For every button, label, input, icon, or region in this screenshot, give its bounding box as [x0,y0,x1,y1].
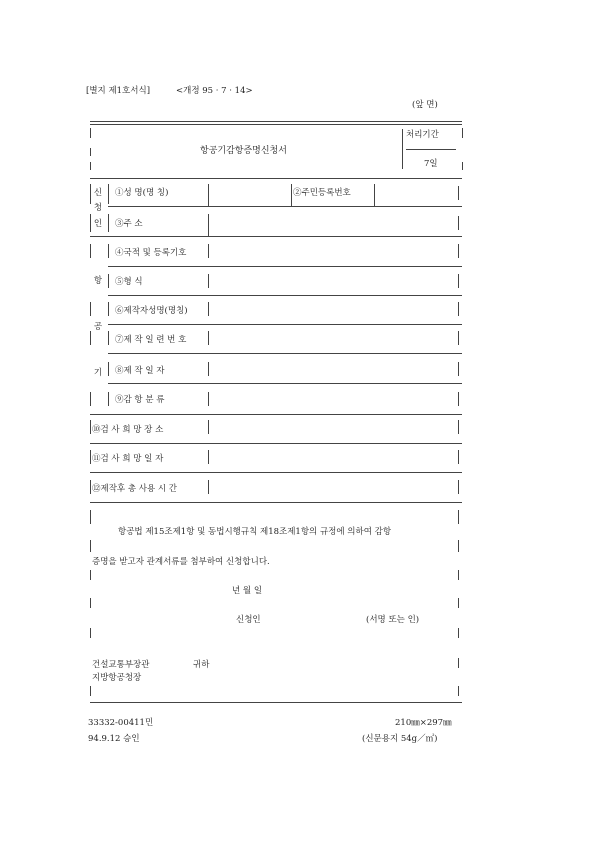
row-divider [108,266,462,267]
manufacture-date-field[interactable] [210,360,458,380]
processing-period-left-border [402,129,403,169]
row-divider [90,472,462,473]
inspection-location-field[interactable] [210,419,458,439]
left-border [90,510,91,524]
processing-period-value: 7일 [424,159,438,169]
row-divider [90,236,462,237]
form-number: 33332-00411민 [88,718,154,728]
left-border [90,331,91,345]
right-border [458,598,459,608]
form-reference: [별지 제1호서식] [86,86,151,96]
table-top-border [90,121,462,122]
right-border [458,420,459,434]
statement-line-2: 증명을 받고자 관계서류를 첨부하여 신청합니다. [92,557,270,567]
right-border [458,570,459,580]
revision-date: <개정 95 · 7 · 14> [176,86,253,96]
total-hours-label: ⑫제작후 총 사용 시 간 [92,484,177,494]
processing-period-label: 처리기간 [406,130,439,140]
col-divider [108,184,109,204]
applicant-signature-label: 신청인 [236,615,261,625]
model-field[interactable] [210,271,458,291]
col-divider [291,184,292,206]
left-border [90,686,91,696]
row-divider [108,206,462,207]
recipient-minister: 건설교통부장관 [92,660,150,670]
col-divider [208,362,209,376]
left-border-tick [90,128,91,138]
left-border [90,302,91,316]
aircraft-side-label-1: 항 [93,276,103,286]
recipient-honorific: 귀하 [193,660,210,670]
resident-number-label: ②주민등록번호 [293,188,351,198]
row-divider [108,353,462,354]
left-border [90,480,91,494]
signature-note: (서명 또는 인) [366,615,420,625]
processing-period-divider [406,149,456,150]
col-divider [208,450,209,464]
form-title: 항공기감항증명신청서 [200,146,287,156]
model-label: ⑤형 식 [115,277,143,287]
address-label: ③주 소 [115,219,143,229]
row-divider [108,295,462,296]
manufacturer-field[interactable] [210,300,458,320]
left-border [90,570,91,580]
inspection-date-field[interactable] [210,448,458,468]
right-border [458,302,459,316]
name-field[interactable] [210,184,290,202]
left-border [90,598,91,608]
col-divider [108,274,109,288]
page-side-label: (앞 면) [412,100,438,110]
col-divider [208,392,209,406]
right-border [458,628,459,638]
col-divider [208,480,209,494]
applicant-signature-field[interactable] [268,611,360,627]
right-border [458,450,459,464]
row-divider [90,502,462,503]
right-border-tick [462,162,463,170]
left-border [90,450,91,464]
applicant-side-label-3: 인 [93,219,103,229]
col-divider [208,214,209,236]
right-border [458,392,459,406]
col-divider [208,331,209,345]
left-border-tick [90,162,91,170]
right-border [458,216,459,230]
table-bottom-border [90,702,462,703]
nationality-registration-field[interactable] [210,242,458,262]
airworthiness-category-label: ⑨감 항 분 류 [115,395,165,405]
right-border [458,658,459,668]
address-field[interactable] [210,214,458,234]
aircraft-side-label-3: 기 [93,368,103,378]
row-divider [108,383,462,384]
right-border [458,274,459,288]
total-hours-field[interactable] [210,478,458,498]
paper-type: (신문용지 54g／㎡) [362,734,438,744]
left-border [90,184,91,204]
col-divider [108,214,109,232]
resident-number-field[interactable] [375,184,459,202]
recipient-regional-office: 지방항공청장 [92,673,142,683]
aircraft-side-label-2: 공 [93,322,103,332]
col-divider [108,362,109,376]
col-divider [108,302,109,316]
manufacturer-label: ⑥제작자성명(명칭) [115,306,188,316]
title-bottom-line [90,178,462,179]
right-border [458,244,459,258]
left-border-tick [90,148,91,156]
airworthiness-category-field[interactable] [210,389,458,409]
applicant-side-label-1: 신 [93,188,103,198]
right-border [458,686,459,696]
right-border-tick [462,128,463,138]
right-border [458,510,459,524]
left-border [90,540,91,552]
approval-date: 94.9.12 승인 [88,734,140,744]
col-divider [374,184,375,206]
right-border [458,331,459,345]
col-divider [208,274,209,288]
manufacture-date-label: ⑧제 작 일 자 [115,366,165,376]
statement-line-1: 항공법 제15조제1항 및 동법시행규칙 제18조제1항의 규정에 의하여 감항 [118,527,392,537]
left-border [90,392,91,406]
left-border [90,244,91,258]
right-border [458,362,459,376]
left-border [90,420,91,434]
col-divider [108,244,109,258]
inspection-location-label: ⑩검 사 희 망 장 소 [92,425,164,435]
col-divider [208,244,209,258]
applicant-side-label-2: 청 [93,203,103,213]
col-divider [108,331,109,345]
col-divider [208,302,209,316]
serial-number-field[interactable] [210,329,458,349]
right-border [458,480,459,494]
nationality-registration-label: ④국적 및 등록기호 [115,248,187,258]
col-divider [108,392,109,406]
col-divider [208,184,209,206]
col-divider [208,420,209,434]
name-label: ①성 명(명 칭) [115,188,169,198]
serial-number-label: ⑦제 작 일 련 번 호 [115,335,187,345]
table-top-border-inner [90,124,462,125]
inspection-date-label: ⑪검 사 희 망 일 자 [92,454,164,464]
row-divider [90,443,462,444]
date-line: 년 월 일 [232,586,263,596]
right-border [458,186,459,200]
row-divider [108,324,462,325]
left-border [90,628,91,638]
left-border [90,214,91,232]
row-divider [90,414,462,415]
paper-size: 210㎜×297㎜ [395,718,452,728]
right-border [458,540,459,552]
